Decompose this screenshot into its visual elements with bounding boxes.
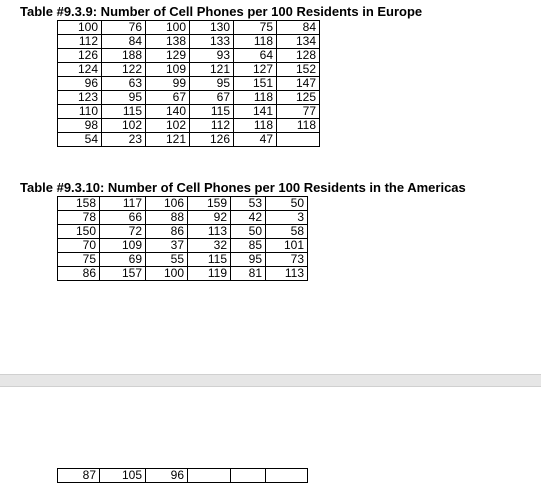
table-cell: 113 (266, 267, 308, 281)
table-cell: 86 (146, 225, 188, 239)
table-cell: 122 (102, 63, 146, 77)
table-row (58, 225, 308, 239)
table-row (58, 133, 320, 147)
table-cell (231, 469, 266, 483)
table-cell: 124 (58, 63, 102, 77)
table-cell: 152 (277, 63, 320, 77)
table-cell: 188 (102, 49, 146, 63)
table-cell: 87 (58, 469, 100, 483)
table-cell: 127 (234, 63, 277, 77)
table-cell: 119 (188, 267, 231, 281)
table-cell: 85 (231, 239, 266, 253)
table-cell: 159 (188, 197, 231, 211)
table-cell: 134 (277, 35, 320, 49)
table-cell: 140 (146, 105, 190, 119)
table-cell: 158 (58, 197, 100, 211)
table-cell: 118 (234, 119, 277, 133)
table-cell: 112 (58, 35, 102, 49)
table-cell: 70 (58, 239, 100, 253)
table-row (58, 21, 320, 35)
table-cell: 88 (146, 211, 188, 225)
table-row (58, 119, 320, 133)
table-cell: 58 (266, 225, 308, 239)
table-cell: 77 (277, 105, 320, 119)
table-cell: 130 (190, 21, 234, 35)
europe-cell-phones-table (57, 20, 320, 147)
table-cell: 98 (58, 119, 102, 133)
table-cell: 54 (58, 133, 102, 147)
table-cell: 76 (102, 21, 146, 35)
table-cell: 3 (266, 211, 308, 225)
page-break-divider (0, 374, 541, 387)
table-row (58, 49, 320, 63)
table-cell: 37 (146, 239, 188, 253)
americas-cell-phones-table (57, 196, 308, 281)
table-cell: 121 (190, 63, 234, 77)
table-cell: 96 (58, 77, 102, 91)
table-row (58, 63, 320, 77)
table-cell: 81 (231, 267, 266, 281)
table-cell: 92 (188, 211, 231, 225)
table-cell: 66 (100, 211, 146, 225)
table-cell: 102 (146, 119, 190, 133)
table-cell: 96 (146, 469, 188, 483)
table-cell: 113 (188, 225, 231, 239)
table-cell: 95 (102, 91, 146, 105)
table-cell: 100 (58, 21, 102, 35)
table-cell: 106 (146, 197, 188, 211)
table-cell: 123 (58, 91, 102, 105)
table-cell: 129 (146, 49, 190, 63)
table-cell: 72 (100, 225, 146, 239)
continued-table-row (57, 468, 308, 483)
table-cell: 67 (146, 91, 190, 105)
table-cell (277, 133, 320, 147)
table-cell: 151 (234, 77, 277, 91)
table-cell: 109 (100, 239, 146, 253)
table-row (58, 211, 308, 225)
table-cell: 126 (58, 49, 102, 63)
table-row (58, 469, 308, 483)
table-cell: 42 (231, 211, 266, 225)
table-cell: 102 (102, 119, 146, 133)
table-cell: 100 (146, 21, 190, 35)
table-row (58, 105, 320, 119)
table-cell: 53 (231, 197, 266, 211)
table-cell: 50 (231, 225, 266, 239)
table-cell: 47 (234, 133, 277, 147)
table-cell: 115 (188, 253, 231, 267)
table-cell (266, 469, 308, 483)
table-cell: 138 (146, 35, 190, 49)
table-cell: 141 (234, 105, 277, 119)
table-cell: 95 (190, 77, 234, 91)
table-cell: 118 (234, 91, 277, 105)
table-cell: 115 (102, 105, 146, 119)
table-row (58, 239, 308, 253)
table-cell: 93 (190, 49, 234, 63)
table-cell: 67 (190, 91, 234, 105)
table-cell: 63 (102, 77, 146, 91)
table-cell: 112 (190, 119, 234, 133)
table-cell: 147 (277, 77, 320, 91)
table-row (58, 35, 320, 49)
table-cell: 95 (231, 253, 266, 267)
table-row (58, 197, 308, 211)
table-cell: 32 (188, 239, 231, 253)
table-row (58, 253, 308, 267)
table-cell: 157 (100, 267, 146, 281)
table-cell: 150 (58, 225, 100, 239)
table-cell: 73 (266, 253, 308, 267)
table-cell: 78 (58, 211, 100, 225)
table-cell: 117 (100, 197, 146, 211)
table-row (58, 267, 308, 281)
table-cell: 100 (146, 267, 188, 281)
table-cell: 84 (102, 35, 146, 49)
table-cell: 126 (190, 133, 234, 147)
table-cell: 109 (146, 63, 190, 77)
table-cell: 50 (266, 197, 308, 211)
table-cell: 75 (58, 253, 100, 267)
table-cell: 86 (58, 267, 100, 281)
table-cell: 99 (146, 77, 190, 91)
table-cell: 118 (277, 119, 320, 133)
table-cell: 64 (234, 49, 277, 63)
table-cell: 125 (277, 91, 320, 105)
table-cell: 121 (146, 133, 190, 147)
table-cell: 101 (266, 239, 308, 253)
table-cell: 55 (146, 253, 188, 267)
table-row (58, 77, 320, 91)
table-cell: 115 (190, 105, 234, 119)
table-row (58, 91, 320, 105)
table-cell: 23 (102, 133, 146, 147)
table-title-americas: Table #9.3.10: Number of Cell Phones per 100 Residents in the Americas (20, 180, 466, 195)
table-cell: 69 (100, 253, 146, 267)
table-cell: 110 (58, 105, 102, 119)
table-cell: 128 (277, 49, 320, 63)
table-cell: 84 (277, 21, 320, 35)
table-cell: 118 (234, 35, 277, 49)
table-title-europe: Table #9.3.9: Number of Cell Phones per 100 Residents in Europe (20, 4, 423, 19)
table-cell: 105 (100, 469, 146, 483)
table-cell: 75 (234, 21, 277, 35)
table-cell (188, 469, 231, 483)
table-cell: 133 (190, 35, 234, 49)
